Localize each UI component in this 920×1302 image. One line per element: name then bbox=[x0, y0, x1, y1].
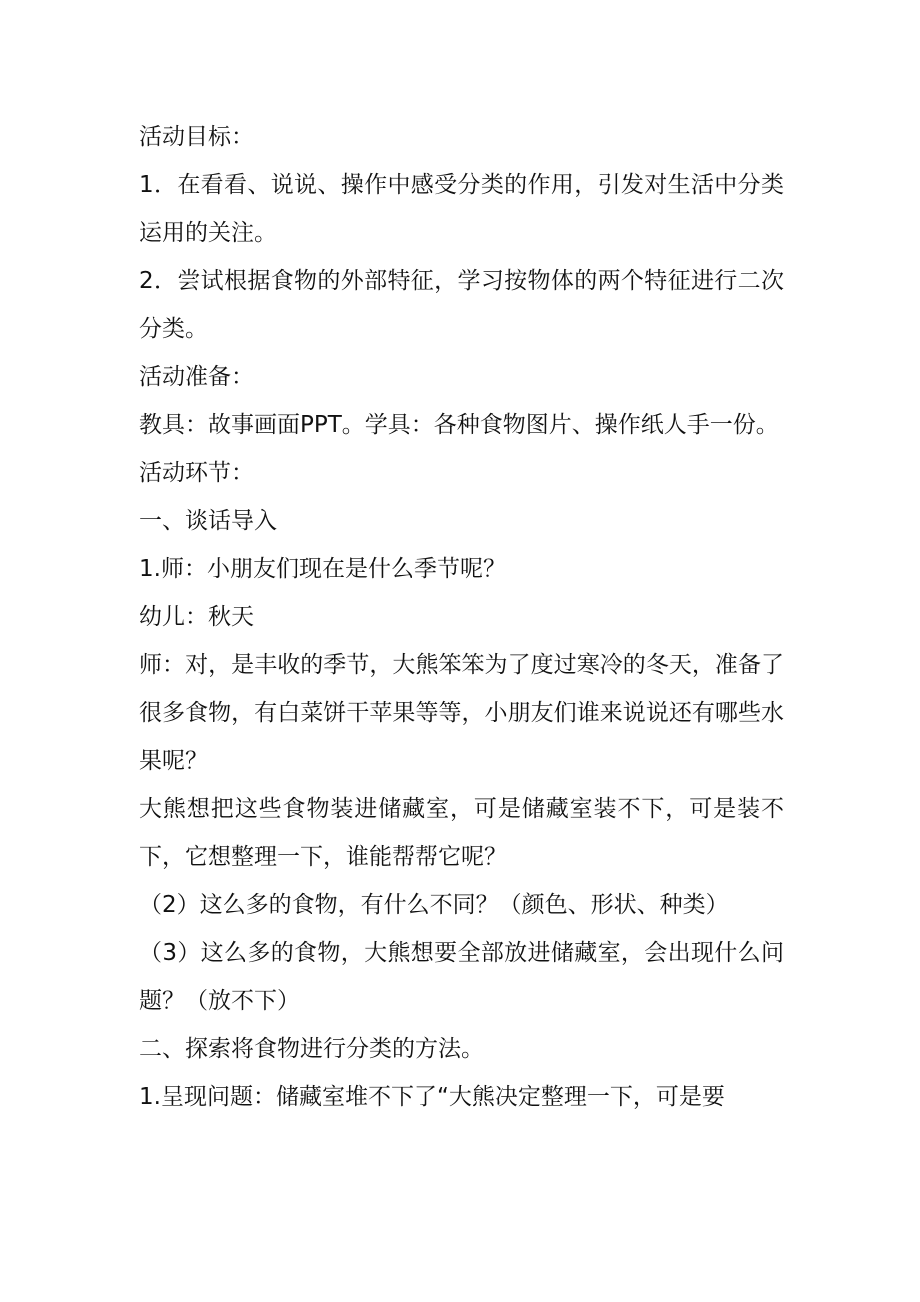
story-paragraph: 大熊想把这些食物装进储藏室，可是储藏室装不下，可是装不下，它想整理一下，谁能帮帮它呢？ bbox=[139, 796, 784, 870]
question-item-3: （3）这么多的食物，大熊想要全部放进储藏室，会出现什么问题？（放不下） bbox=[139, 940, 784, 1014]
heading-activity-steps: 活动环节： bbox=[139, 460, 254, 486]
goal-item-2: 2．尝试根据食物的外部特征，学习按物体的两个特征进行二次分类。 bbox=[139, 268, 784, 342]
child-answer-1: 幼儿：秋天 bbox=[139, 604, 254, 630]
heading-activity-goals: 活动目标： bbox=[139, 124, 254, 150]
problem-paragraph: 1.呈现问题：储藏室堆不下了“大熊决定整理一下，可是要 bbox=[139, 1084, 725, 1110]
document-body bbox=[139, 113, 784, 1121]
section-heading-1: 一、谈话导入 bbox=[139, 508, 277, 534]
preparation-text: 教具：故事画面PPT。学具：各种食物图片、操作纸人手一份。 bbox=[139, 412, 779, 438]
goal-item-1: 1．在看看、说说、操作中感受分类的作用，引发对生活中分类运用的关注。 bbox=[139, 172, 784, 246]
section-heading-2: 二、探索将食物进行分类的方法。 bbox=[139, 1036, 484, 1062]
teacher-paragraph: 师：对，是丰收的季节，大熊笨笨为了度过寒冷的冬天，准备了很多食物，有白菜饼干苹果等等，小朋友们谁来说说还有哪些水果呢？ bbox=[139, 652, 784, 774]
teacher-question-1: 1.师：小朋友们现在是什么季节呢？ bbox=[139, 556, 506, 582]
heading-activity-preparation: 活动准备： bbox=[139, 364, 254, 390]
question-item-2: （2）这么多的食物，有什么不同？（颜色、形状、种类） bbox=[139, 892, 729, 918]
